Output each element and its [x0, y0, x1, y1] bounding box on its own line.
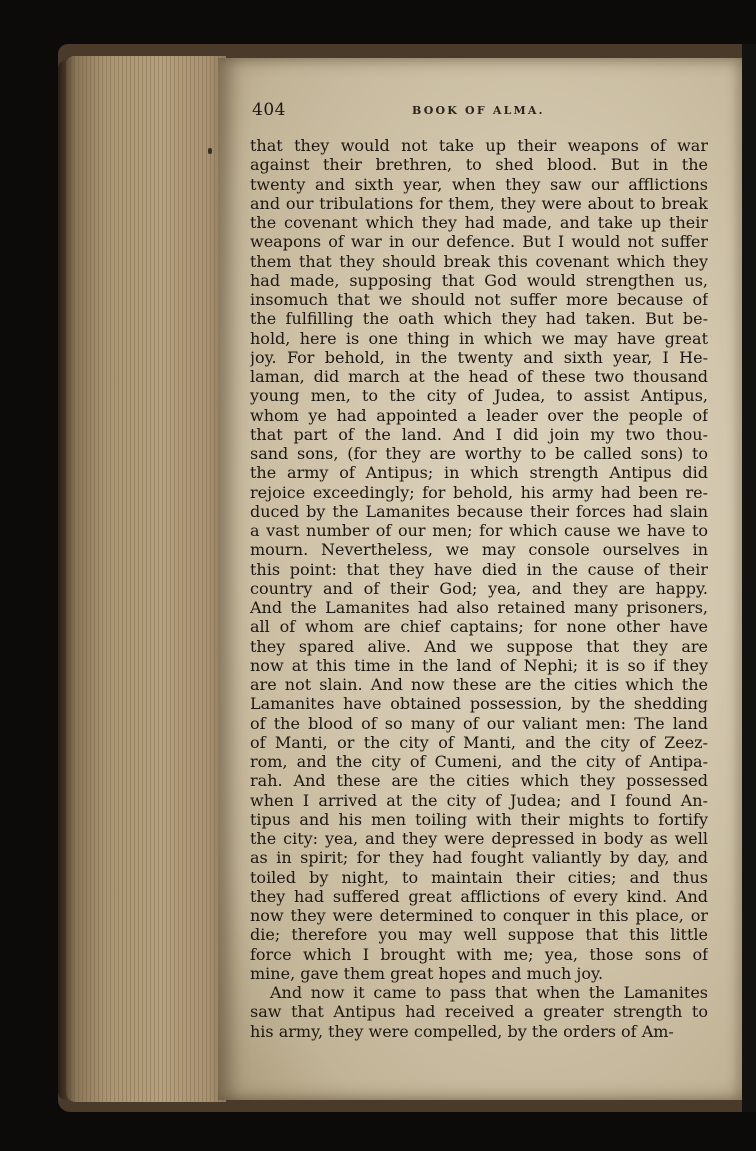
text-line: of the blood of so many of our valiant men: The land	[250, 713, 708, 733]
text-line: young men, to the city of Judea, to assist Antipus,	[250, 386, 708, 406]
text-line: rom, and the city of Cumeni, and the city of Antipa-	[250, 752, 708, 771]
text-line: twenty and sixth year, when they saw our afflictions	[250, 174, 708, 194]
text-line: mine, gave them great hopes and much joy.	[250, 963, 604, 983]
text-line: the city: yea, and they were depressed in body as well	[250, 829, 708, 848]
page-edges	[66, 56, 226, 1102]
text-line: And now it came to pass that when the Lamanites	[270, 983, 708, 1002]
text-line: as in spirit; for they had fought valiantly by day, and	[250, 848, 708, 868]
text-line: they spared alive. And we suppose that they are	[250, 636, 708, 656]
text-line: joy. For behold, in the twenty and sixth year, I He-	[250, 347, 708, 367]
text-line: mourn. Nevertheless, we may console ourselves in	[250, 540, 708, 560]
text-line: and our tribulations for them, they were about to break	[250, 193, 708, 213]
text-line: sand sons, (for they are worthy to be called sons) to	[250, 444, 708, 463]
text-line: Lamanites have obtained possession, by the shedding	[250, 694, 708, 714]
text-line: force which I brought with me; yea, those sons of	[250, 944, 708, 964]
text-line: rah. And these are the cities which they possessed	[250, 771, 708, 791]
binding-mark	[208, 148, 212, 154]
page-header	[252, 100, 712, 124]
text-line: that part of the land. And I did join my two thou-	[250, 424, 708, 444]
text-line: rejoice exceedingly; for behold, his army had been re-	[250, 482, 708, 502]
text-line: a vast number of our men; for which cause we have to	[250, 521, 708, 540]
text-line: saw that Antipus had received a greater strength to	[250, 1002, 708, 1022]
text-line: all of whom are chief captains; for none other have	[250, 617, 708, 637]
text-line: tipus and his men toiling with their mights to fortify	[250, 809, 708, 829]
text-line: them that they should break this covenant which they	[250, 251, 708, 271]
text-line: his army, they were compelled, by the orders of Am-	[250, 1021, 674, 1041]
page-number: 404	[252, 100, 286, 120]
text-line: the fulfilling the oath which they had taken. But be-	[250, 309, 708, 329]
text-line: duced by the Lamanites because their forces had slain	[250, 501, 708, 521]
text-line: country and of their God; yea, and they are happy.	[250, 578, 708, 598]
text-line: had made, supposing that God would strengthen us,	[250, 270, 708, 290]
text-line: this point: that they have died in the cause of their	[250, 559, 708, 579]
text-line: now at this time in the land of Nephi; it is so if they	[250, 655, 708, 675]
gutter-shadow	[742, 44, 756, 1112]
text-line: And the Lamanites had also retained many prisoners,	[250, 598, 708, 617]
text-line: the army of Antipus; in which strength Antipus did	[250, 463, 708, 483]
text-line: weapons of war in our defence. But I would not suffer	[250, 232, 708, 252]
text-line: are not slain. And now these are the cities which the	[250, 675, 708, 694]
text-line: toiled by night, to maintain their cities; and thus	[250, 867, 708, 887]
text-line: die; therefore you may well suppose that this little	[250, 925, 708, 945]
text-line: laman, did march at the head of these two thousand	[250, 367, 708, 386]
text-line: insomuch that we should not suffer more because of	[250, 290, 708, 309]
running-head: BOOK OF ALMA.	[412, 104, 545, 117]
text-line: when I arrived at the city of Judea; and I found An-	[250, 790, 708, 810]
text-line: of Manti, or the city of Manti, and the city of Zeez-	[250, 732, 708, 752]
text-line: hold, here is one thing in which we may have great	[250, 328, 708, 348]
body-text	[250, 136, 708, 1041]
text-line: whom ye had appointed a leader over the people of	[250, 405, 708, 425]
text-line: they had suffered great afflictions of every kind. And	[250, 886, 708, 906]
text-line: now they were determined to conquer in this place, or	[250, 906, 708, 925]
text-line: that they would not take up their weapons of war	[250, 136, 708, 155]
text-line: against their brethren, to shed blood. But in the	[250, 155, 708, 175]
text-line: the covenant which they had made, and take up their	[250, 213, 708, 232]
